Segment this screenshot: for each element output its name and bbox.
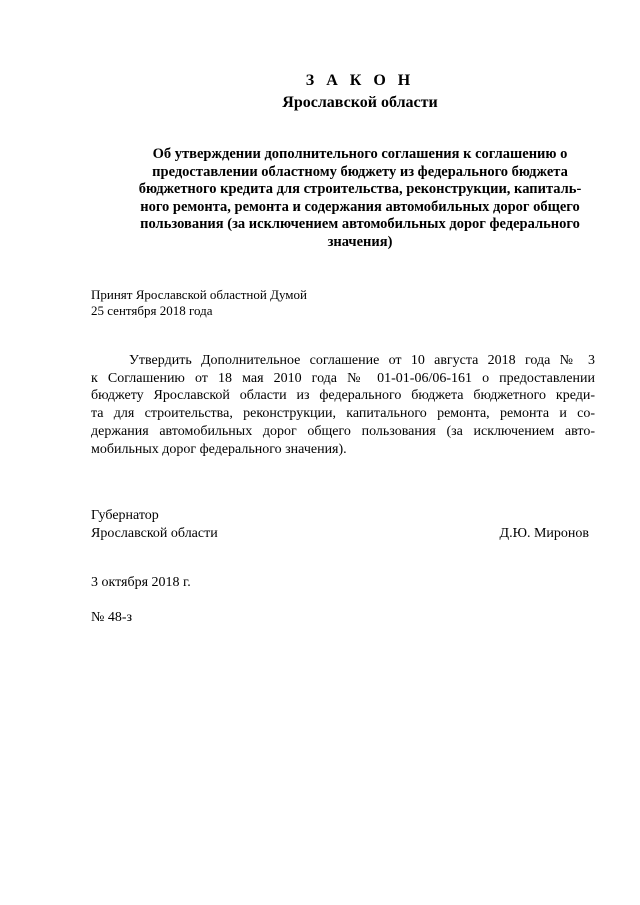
subject-line: ного ремонта, ремонта и содержания автомобильных дорог общего <box>140 198 580 215</box>
subject-line: Об утверждении дополнительного соглашения к соглашению о <box>152 146 568 162</box>
body-line: бюджету Ярославской области из федерального бюджета бюджетного креди- <box>91 388 595 404</box>
signatory-title-line1: Губернатор <box>91 508 159 523</box>
subject-line: предоставлении областному бюджету из федерального бюджета <box>152 163 568 180</box>
signature-row <box>91 525 595 543</box>
law-body-paragraph <box>91 352 595 458</box>
signatory-title-line2: Ярославской области <box>91 526 218 541</box>
body-line: мобильных дорог федерального значения). <box>91 441 347 457</box>
signature-block <box>91 507 595 543</box>
signatory-name: Д.Ю. Миронов <box>499 526 589 541</box>
body-line: к Соглашению от 18 мая 2010 года № 01-01-06/06-161 о предоставлении <box>91 370 595 386</box>
region-heading: Ярославской области <box>282 94 438 111</box>
subject-line: пользования (за исключением автомобильных дорог федерального <box>140 216 580 232</box>
subject-line: значения) <box>327 233 393 250</box>
body-line: держания автомобильных дорог общего пользования (за исключением авто- <box>91 423 595 439</box>
law-subject-title <box>120 146 600 251</box>
body-line: Утвердить Дополнительное соглашение от 10 августа 2018 года № 3 <box>129 353 595 368</box>
document-type-heading: З А К О Н <box>305 72 415 89</box>
signing-date: 3 октября 2018 г. <box>91 575 191 590</box>
adoption-body: Принят Ярославской областной Думой <box>91 287 307 302</box>
adoption-date: 25 сентября 2018 года <box>91 303 213 318</box>
law-number: № 48-з <box>91 610 133 625</box>
body-line: та для строительства, реконструкции, капитального ремонта, ремонта и со- <box>91 406 595 422</box>
subject-line: бюджетного кредита для строительства, реконструкции, капиталь- <box>138 181 582 197</box>
adoption-note <box>91 287 307 319</box>
